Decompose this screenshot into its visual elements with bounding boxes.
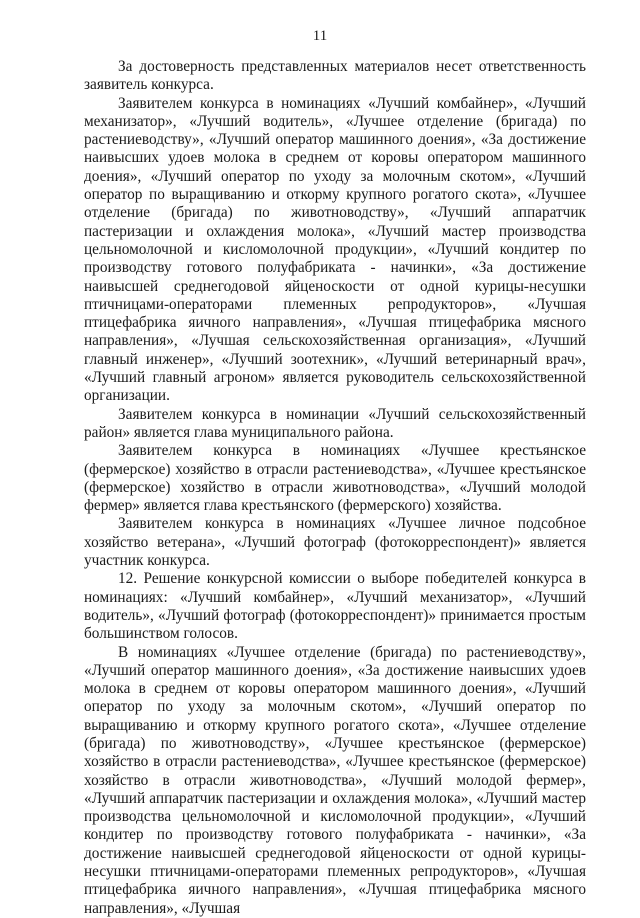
paragraph-responsibility: За достоверность представленных материалов несет ответственность заявитель конкурса. [84,58,586,94]
paragraph-nominations-list: В номинациях «Лучшее отделение (бригада) по растениеводству», «Лучший оператор машинного доения», «За достижение наивысших удоев молока в среднем от коровы оператором машинного доения», «Лучший оператор по уходу за молочным скотом», «Лучший оператор по выращиванию и откорму крупного рогатого скота», «Лучшее отделение (бригада) по животноводству», «Лучшее крестьянское (фермерское) хозяйство в отрасли растениеводства», «Лучшее крестьянское (фермерское) хозяйство в отрасли животноводства», «Лучший молодой фермер», «Лучший аппаратчик пастеризации и охлаждения молока», «Лучший мастер производства цельномолочной и кисломолочной продукции», «Лучший кондитер по производству готового полуфабриката - начинки», «За достижение наивысшей среднегодовой яйценоскости от одной курицы-несушки птичницами-операторами племенных репродукторов», «Лучшая птицефабрика яичного направления», «Лучшая птицефабрика мясного направления», «Лучшая [84,643,586,917]
paragraph-applicant-farm-head: Заявителем конкурса в номинациях «Лучшее крестьянское (фермерское) хозяйство в отрасли растениеводства», «Лучшее крестьянское (фермерское) хозяйство в отрасли животноводства», «Лучший молодой фермер» является глава крестьянского (фермерского) хозяйства. [84,442,586,515]
paragraph-applicant-organization-head: Заявителем конкурса в номинациях «Лучший комбайнер», «Лучший механизатор», «Лучший водитель», «Лучшее отделение (бригада) по растениеводству», «Лучший оператор машинного доения», «За достижение наивысших удоев молока в среднем от коровы оператором машинного доения», «Лучший оператор по уходу за молочным скотом», «Лучший оператор по выращиванию и откорму крупного рогатого скота», «Лучшее отделение (бригада) по животноводству», «Лучший аппаратчик пастеризации и охлаждения молока», «Лучший мастер производства цельномолочной и кисломолочной продукции», «Лучший кондитер по производству готового полуфабриката - начинки», «За достижение наивысшей среднегодовой яйценоскости от одной курицы-несушки птичницами-операторами племенных репродукторов», «Лучшая птицефабрика яичного направления», «Лучшая птицефабрика мясного направления», «Лучшая сельскохозяйственная организация», «Лучший главный инженер», «Лучший зоотехник», «Лучший ветеринарный врач», «Лучший главный агроном» является руководитель сельскохозяйственной организации. [84,94,586,405]
paragraph-decision-simple-majority: 12. Решение конкурсной комиссии о выборе победителей конкурса в номинациях: «Лучший комбайнер», «Лучший механизатор», «Лучший водитель», «Лучший фотограф (фотокорреспондент)» принимается простым большинством голосов. [84,570,586,643]
document-body [84,58,586,918]
page-number: 11 [312,28,328,44]
paragraph-applicant-district-head: Заявителем конкурса в номинации «Лучший сельскохозяйственный район» является глава муниципального района. [84,405,586,441]
paragraph-applicant-participant: Заявителем конкурса в номинациях «Лучшее личное подсобное хозяйство ветерана», «Лучший фотограф (фотокорреспондент)» является участник конкурса. [84,515,586,570]
